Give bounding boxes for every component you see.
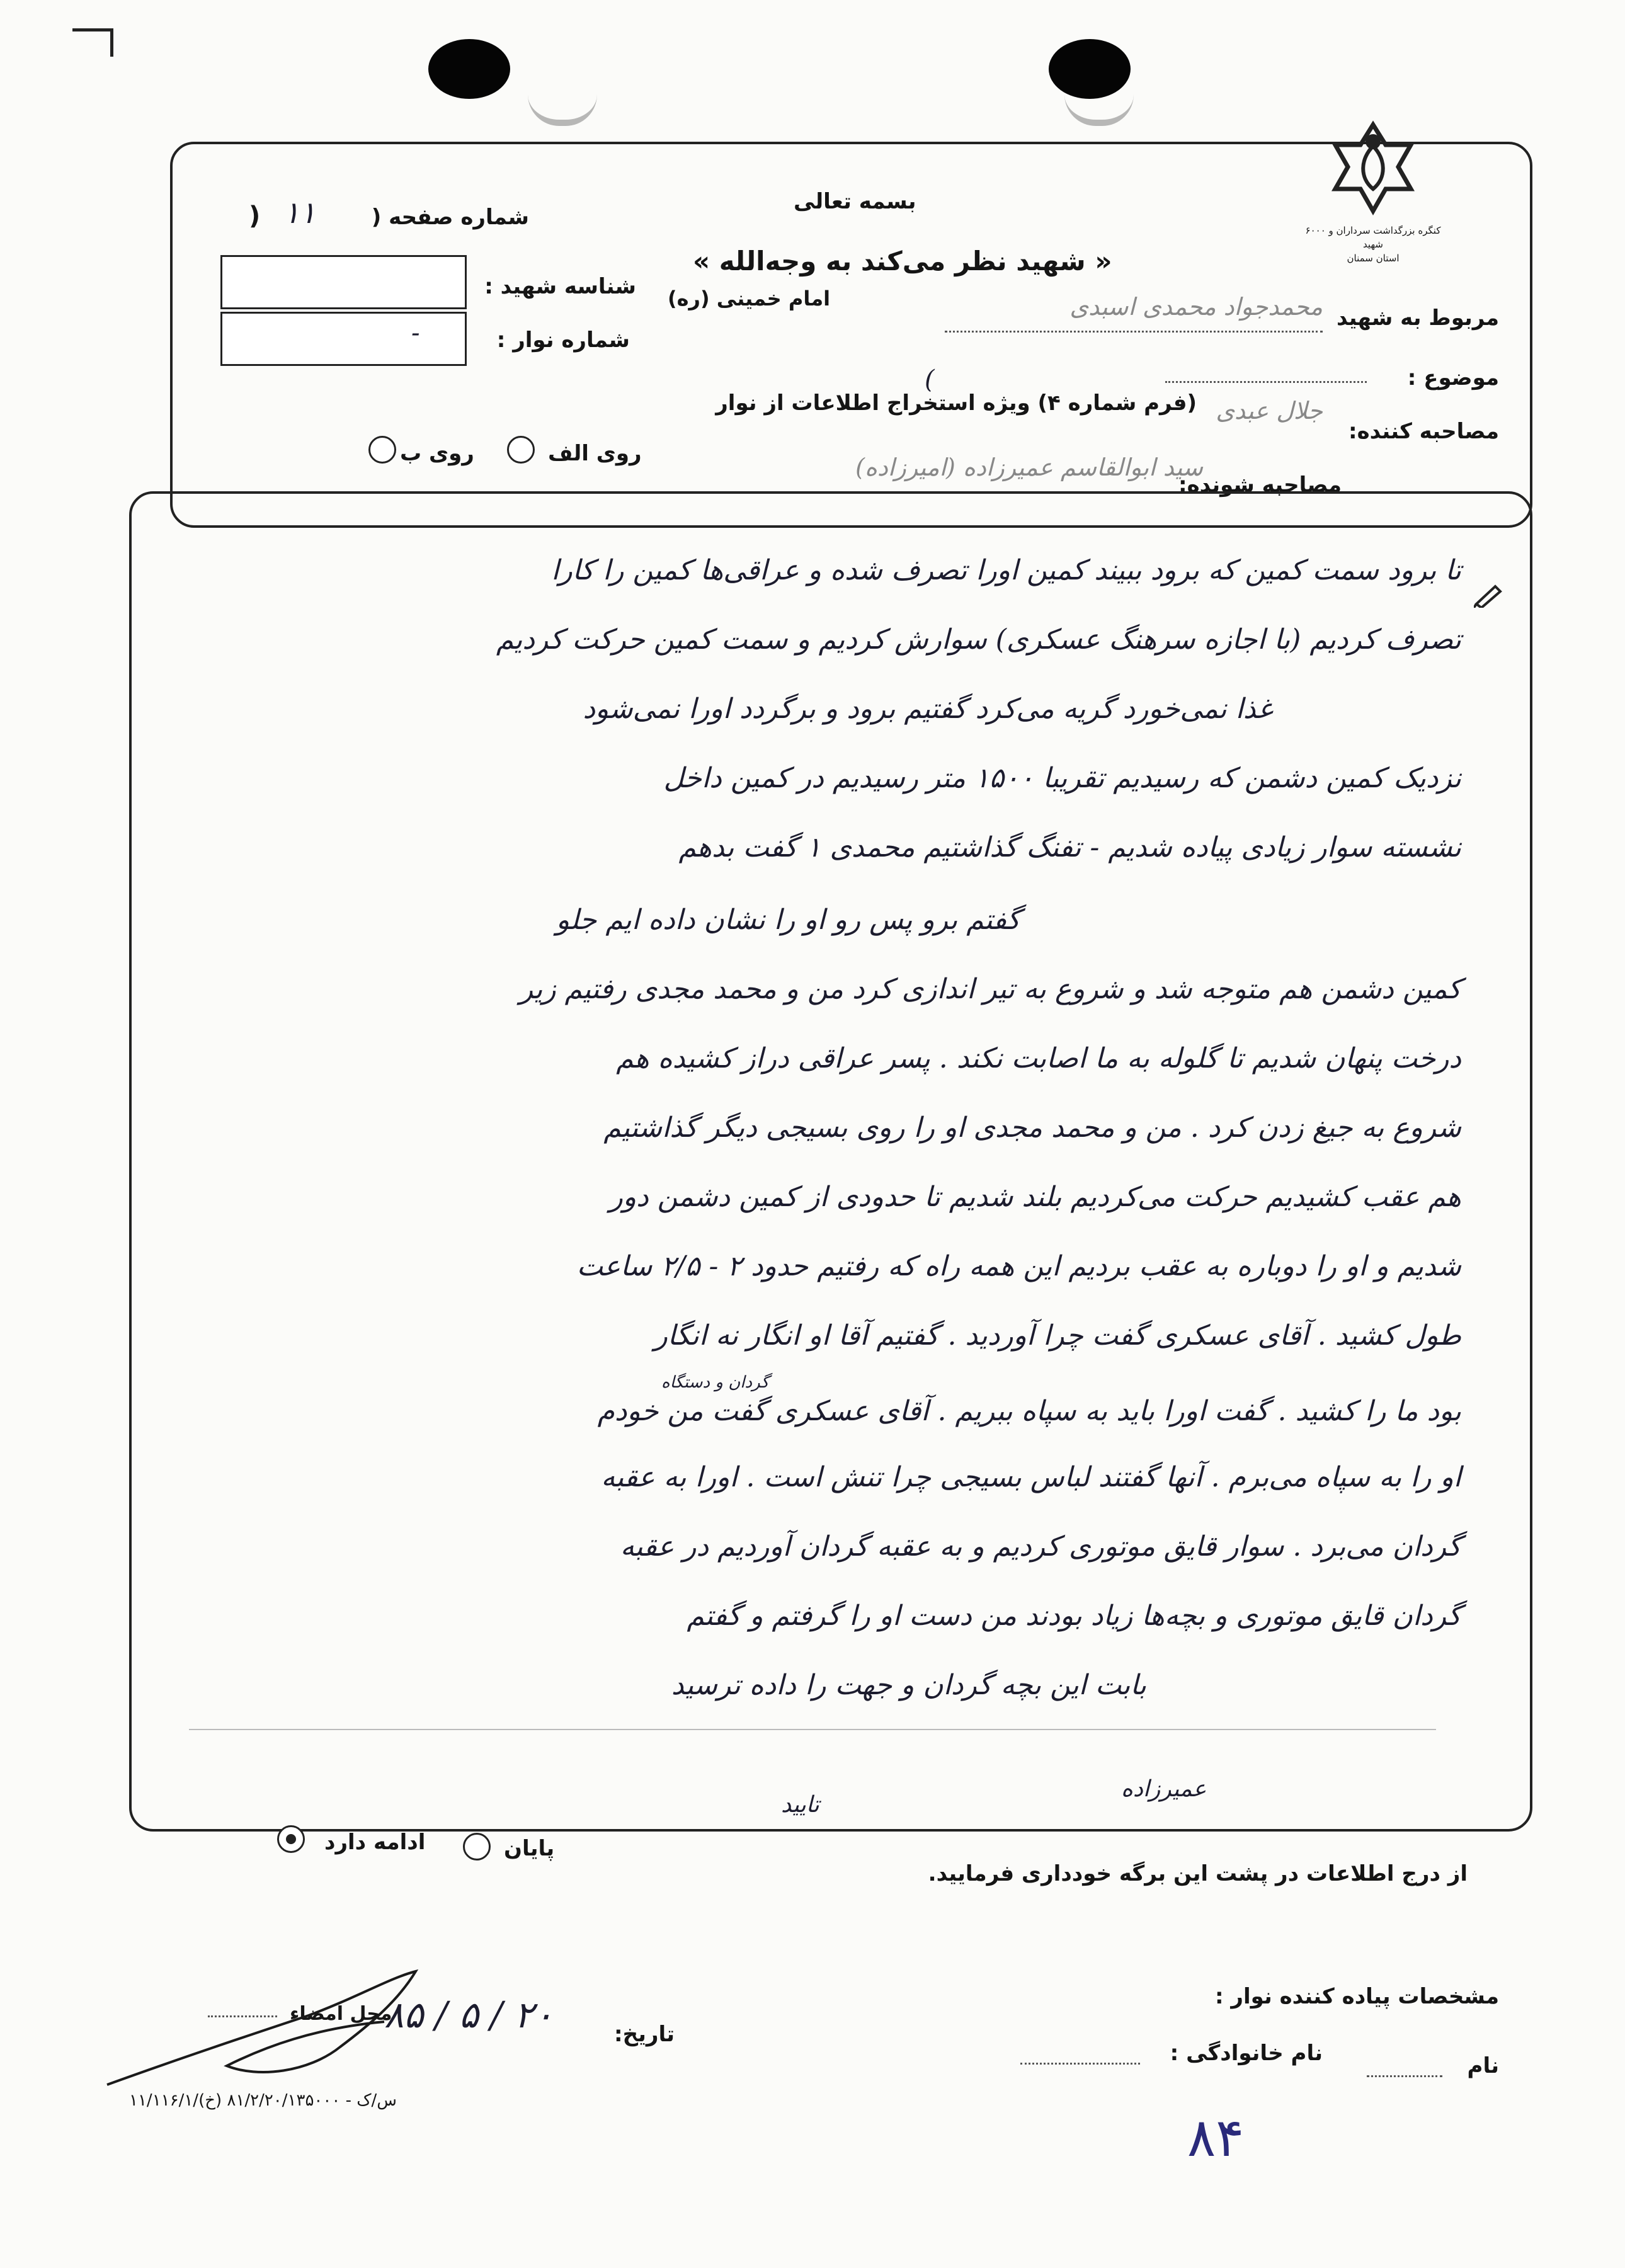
name-label: نام (1467, 2053, 1499, 2078)
interviewee-label: مصاحبه شونده: (1178, 472, 1342, 498)
motto-source: امام خمینی (ره) (668, 287, 831, 311)
tape-number-field[interactable] (220, 312, 467, 366)
punch-hole-left (428, 39, 510, 99)
transcript-lines (164, 554, 1461, 1751)
continues-radio[interactable] (277, 1825, 305, 1853)
continues-label: ادامه دارد (324, 1830, 426, 1855)
transcript-line: بابت این بچه گردان و جهت را داده ترسید (671, 1669, 1146, 1701)
family-line (1020, 2063, 1140, 2065)
motto-title: « شهید نظر می‌کند به وجه‌الله » (693, 246, 1112, 276)
martyr-id-field[interactable] (220, 255, 467, 309)
end-radio[interactable] (463, 1833, 491, 1861)
side-a-radio[interactable] (507, 436, 535, 464)
logo-caption-line-1: کنگره بزرگداشت سرداران و ۶۰۰۰ شهید (1305, 225, 1441, 250)
transcript-line: نشسته سوار زیادی پیاده شدیم - تفنگ گذاشتیم محمدی ۱ گفت بدهم (678, 831, 1461, 863)
interviewee-value: سید ابوالقاسم عمیرزاده (امیرزاده) (855, 453, 1203, 481)
tape-number-value: - (411, 319, 420, 348)
punch-hole-right (1049, 39, 1131, 99)
transcript-line: نزدیک کمین دشمن که رسیدیم تقریبا ۱۵۰۰ متر رسیدیم در کمین داخل (663, 762, 1461, 794)
interviewer-label: مصاحبه کننده: (1348, 419, 1499, 444)
pencil-icon (1474, 583, 1504, 608)
form-title: (فرم شماره ۴) ویژه استخراج اطلاعات از نوار (716, 390, 1197, 416)
page-number-label: شماره صفحه ( (371, 205, 529, 230)
transcript-line: تا برود سمت کمین که برود ببیند کمین اورا تصرف شده و عراقی‌ها کمین را کارا (551, 554, 1461, 586)
back-side-warning: از درج اطلاعات در پشت این برگه خودداری فرمایید. (928, 1861, 1468, 1886)
transcript-line: بود ما را کشید . گفت اورا باید به سپاه ببریم . آقای عسکری گفت من خودم (597, 1395, 1461, 1427)
signature-note-2: تایید (781, 1792, 819, 1818)
continues-checked-icon (279, 1827, 303, 1851)
side-b-label: روی ب (400, 441, 474, 466)
logo-caption-line-2: استان سمنان (1347, 253, 1400, 264)
form-number-mark: ( (925, 365, 935, 394)
logo-emblem-icon (1323, 120, 1423, 220)
transcript-line: گردان می‌برد . سوار قایق موتوری کردیم و به عقبه گردان آوردیم در عقبه (620, 1530, 1461, 1563)
transcript-line: شدیم و او را دوباره به عقب بردیم این همه راه که رفتیم حدود ۲ - ۲/۵ ساعت (576, 1250, 1461, 1282)
interviewer-value: جلال عبدی (1216, 397, 1323, 425)
related-martyr-line (945, 331, 1323, 333)
ruled-line (189, 1729, 1436, 1730)
name-line (1367, 2075, 1442, 2077)
tape-preparer-label: مشخصات پیاده کننده نوار : (1214, 1984, 1499, 2009)
transcript-line: او را به سپاه می‌برم . آنها گفتند لباس بسیجی چرا تنش است . اورا به عقبه (601, 1461, 1461, 1493)
signature-note: عمیرزاده (1121, 1776, 1207, 1802)
side-b-radio[interactable] (368, 436, 396, 464)
transcript-line: درخت پنهان شدیم تا گلوله به ما اصابت نکند . پسر عراقی دراز کشیده هم (616, 1042, 1461, 1074)
transcript-line: گفتم برو پس رو او را نشان داده ایم جلو (556, 904, 1020, 936)
subject-label: موضوع : (1407, 365, 1499, 390)
signature-scribble (101, 1952, 479, 2104)
transcript-line: شروع به جیغ زدن کرد . من و محمد مجدی او را روی بسیجی دیگر گذاشتیم (603, 1112, 1461, 1144)
signature-place-label: محل امضاء (290, 2003, 392, 2025)
interlinear-note: گردان و دستگاه (661, 1373, 769, 1392)
bismillah: بسمه تعالی (794, 189, 916, 214)
transcript-line: گردان قایق موتوری و بچه‌ها زیاد بودند من دست او را گرفتم و گفتم (687, 1600, 1461, 1632)
transcript-line: هم عقب کشیدیم حرکت می‌کردیم بلند شدیم تا حدودی از کمین دشمن دور (609, 1181, 1461, 1213)
date-value: ۸۵ / ۵ / ۲۰ (384, 1993, 554, 2036)
martyr-id-label: شناسه شهید : (484, 274, 636, 299)
punch-ghost-right (1064, 94, 1134, 126)
corner-mark (72, 28, 113, 57)
date-label: تاریخ: (614, 2022, 675, 2047)
punch-ghost-left (528, 94, 597, 126)
page-number-close: ) (249, 202, 261, 231)
logo-caption (1304, 224, 1442, 265)
related-martyr-value: محمدجواد محمدی اسبدی (1069, 293, 1323, 321)
page-number-value: ۱۱ (283, 195, 316, 231)
transcript-line: طول کشید . آقای عسکری گفت چرا آوردید . گفتیم آقا او انگار نه انگار (654, 1319, 1461, 1352)
end-label: پایان (504, 1836, 555, 1861)
subject-line (1165, 381, 1367, 383)
organization-logo (1323, 120, 1423, 220)
form-code: ۱۱/۱۱۶/۱/س/ک - ۸۱/۲/۲۰/۱۳۵۰۰۰ (خ) (129, 2091, 397, 2110)
transcript-line: تصرف کردیم (با اجازه سرهنگ عسکری) سوارش کردیم و سمت کمین حرکت کردیم (496, 624, 1461, 656)
side-a-label: روی الف (548, 441, 642, 466)
related-martyr-label: مربوط به شهید (1336, 305, 1499, 331)
family-label: نام خانوادگی : (1170, 2041, 1323, 2066)
page-stamp: ۸۴ (1187, 2107, 1245, 2168)
tape-number-label: شماره نوار : (496, 328, 630, 353)
transcript-line: غذا نمی‌خورد گریه می‌کرد گفتیم برود و برگردد اورا نمی‌شود (583, 693, 1272, 725)
transcript-line: کمین دشمن هم متوجه شد و شروع به تیر اندازی کرد من و محمد مجدی رفتیم زیر (519, 973, 1461, 1005)
